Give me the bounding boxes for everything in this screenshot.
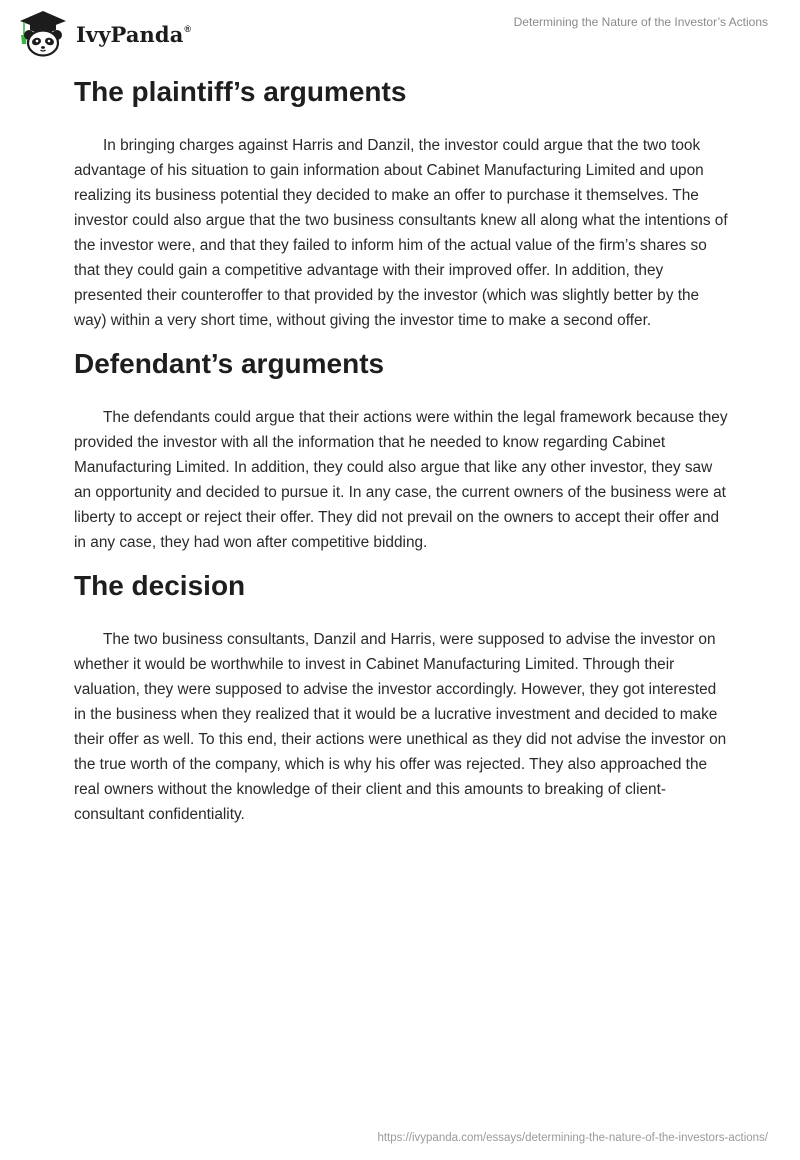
registered-mark: ® — [184, 23, 192, 34]
essay-content — [74, 70, 730, 827]
section-heading-defendant: Defendant’s arguments — [74, 348, 385, 379]
panda-logo-icon — [14, 8, 72, 58]
document-title: Determining the Nature of the Investor’s Actions — [513, 15, 768, 29]
section-heading-plaintiff: The plaintiff’s arguments — [74, 76, 407, 107]
section-paragraph-defendant: The defendants could argue that their actions were within the legal framework because they provided the investor with all the information that he needed to know regarding Cabinet Manufacturing Limited. In addition, they could also argue that like any other investor, they saw an opportunity and decided to pursue it. In any case, the current owners of the business were at liberty to accept or reject their offer. They did not prevail on the owners to accept their offer and in any case, they had won after competitive bidding. — [74, 409, 728, 551]
section-paragraph-decision: The two business consultants, Danzil and Harris, were supposed to advise the investor on whether it would be worthwhile to invest in Cabinet Manufacturing Limited. Through their valuation, they were supposed to advise the investor accordingly. However, they got interested in the business when they realized that it would be a lucrative investment and decided to make their offer as well. To this end, their actions were unethical as they did not advise the investor on the true worth of the company, which is why his offer was rejected. They also approached the real owners without the knowledge of their client and this amounts to breaking of client-consultant confidentiality. — [74, 631, 727, 823]
page-header — [0, 0, 800, 70]
section-paragraph-plaintiff: In bringing charges against Harris and Danzil, the investor could argue that the two took advantage of his situation to gain information about Cabinet Manufacturing Limited and upon realizing its business potential they decided to make an offer to purchase it themselves. The investor could also argue that the two business consultants knew all along what the intentions of the investor were, and that they failed to inform him of the actual value of the firm’s shares so that they could gain a competitive advantage with their improved offer. In addition, they presented their counteroffer to that provided by the investor (which was slightly better by the way) within a very short time, without giving the investor time to make a second offer. — [74, 137, 728, 329]
section-heading-decision: The decision — [74, 570, 246, 601]
source-url-link[interactable]: https://ivypanda.com/essays/determining-the-nature-of-the-investors-actions/ — [377, 1132, 768, 1144]
ivypanda-logo[interactable] — [14, 8, 191, 58]
brand-name: IvyPanda® — [76, 21, 192, 47]
